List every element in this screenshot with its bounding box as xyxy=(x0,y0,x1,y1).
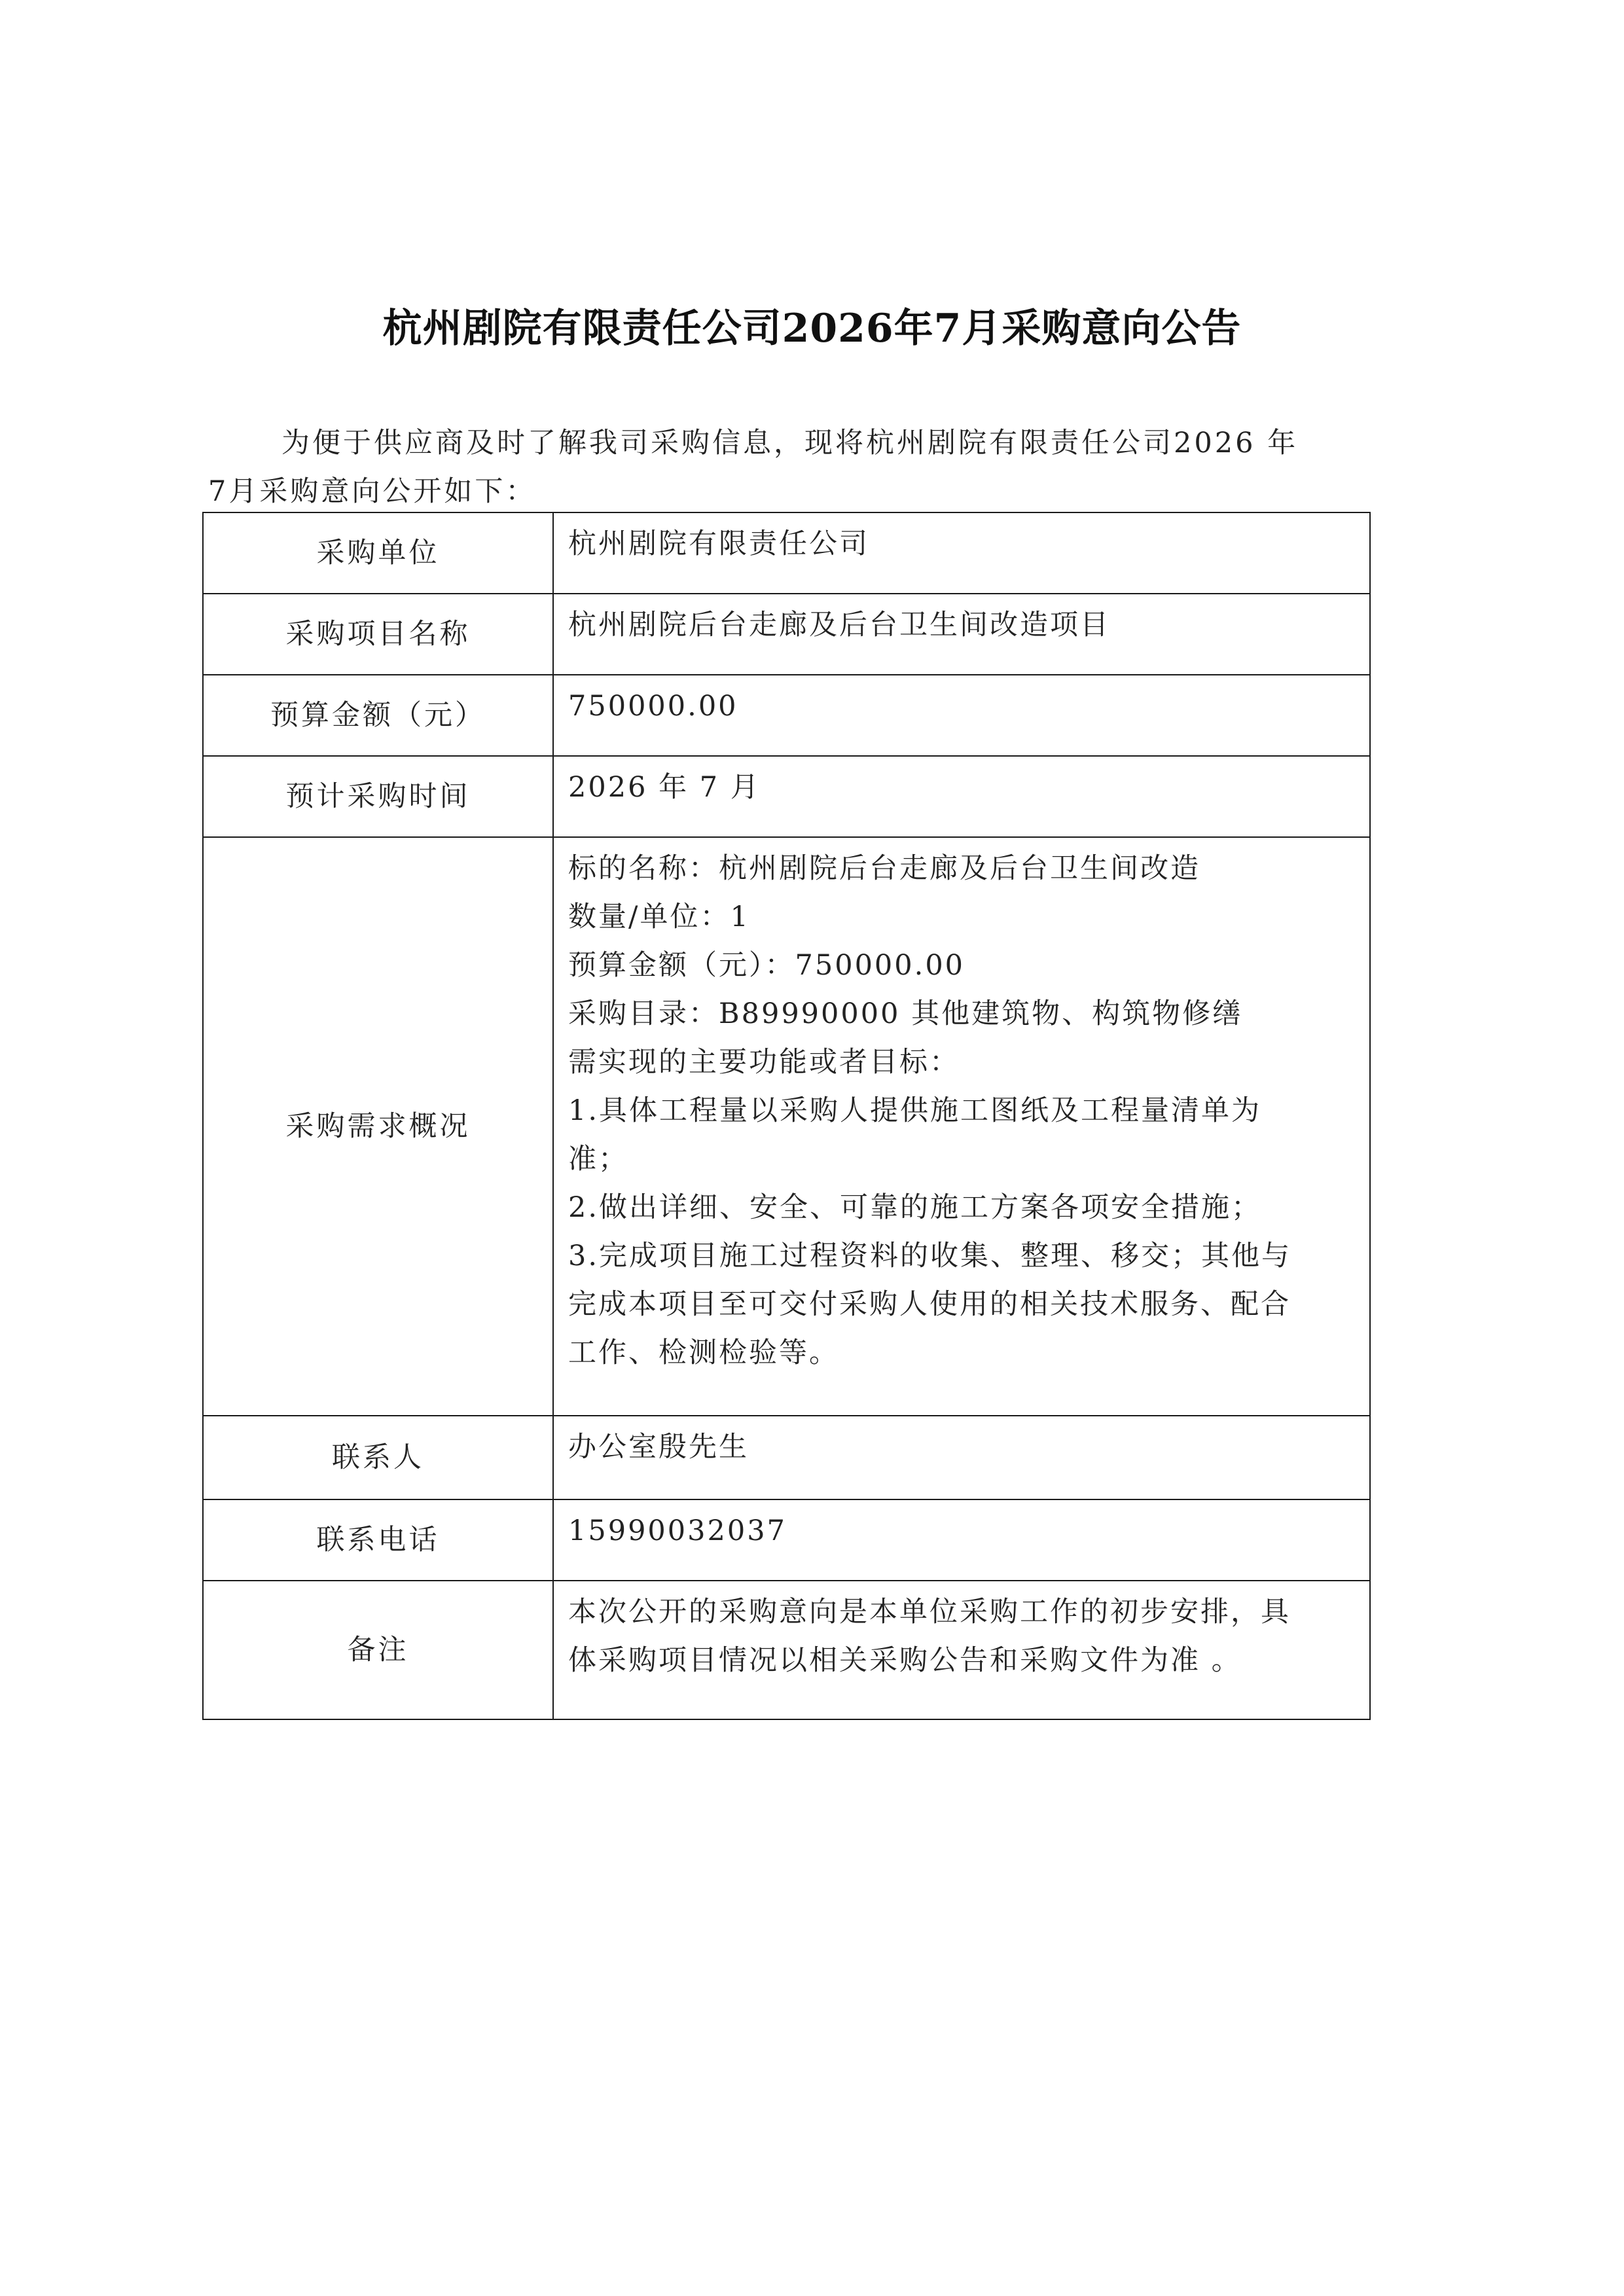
needs-line: 预算金额（元）：750000.00 xyxy=(568,949,965,982)
needs-line: 需实现的主要功能或者目标： xyxy=(568,1046,960,1079)
needs-line: 准； xyxy=(568,1143,628,1175)
needs-line: 标的名称：杭州剧院后台走廊及后台卫生间改造 xyxy=(568,852,1200,885)
time-label: 预计采购时间 xyxy=(203,756,553,837)
project-label: 采购项目名称 xyxy=(203,594,553,675)
remark-line-2: 体采购项目情况以相关采购公告和采购文件为准 。 xyxy=(568,1644,1242,1677)
needs-line: 3.完成项目施工过程资料的收集、整理、移交；其他与 xyxy=(568,1240,1292,1272)
remark-line-1: 本次公开的采购意向是本单位采购工作的初步安排，具 xyxy=(568,1596,1291,1628)
remark-value xyxy=(553,1581,1370,1719)
table-row-budget xyxy=(203,675,1370,756)
remark-label: 备注 xyxy=(203,1581,553,1719)
phone-label: 联系电话 xyxy=(203,1499,553,1581)
budget-label: 预算金额（元） xyxy=(203,675,553,756)
table-row-needs xyxy=(203,837,1370,1416)
contact-value: 办公室殷先生 xyxy=(553,1416,1370,1499)
needs-line: 工作、检测检验等。 xyxy=(568,1336,839,1369)
table-row-phone xyxy=(203,1499,1370,1581)
purchaser-label: 采购单位 xyxy=(203,512,553,594)
intro-paragraph xyxy=(208,419,1373,516)
time-value: 2026 年 7 月 xyxy=(553,756,1370,837)
table-row-remark xyxy=(203,1581,1370,1719)
intro-line-1: 为便于供应商及时了解我司采购信息，现将杭州剧院有限责任公司2026 年 xyxy=(281,427,1299,459)
needs-line: 采购目录：B89990000 其他建筑物、构筑物修缮 xyxy=(568,997,1243,1030)
procurement-info-table xyxy=(202,512,1371,1720)
table-row-purchaser xyxy=(203,512,1370,594)
needs-line: 数量/单位：1 xyxy=(568,901,750,933)
intro-line-2: 7月采购意向公开如下： xyxy=(208,475,537,508)
page-title: 杭州剧院有限责任公司2026年7月采购意向公告 xyxy=(382,306,1242,351)
needs-line: 2.做出详细、安全、可靠的施工方案各项安全措施； xyxy=(568,1191,1262,1224)
purchaser-value: 杭州剧院有限责任公司 xyxy=(553,512,1370,594)
contact-label: 联系人 xyxy=(203,1416,553,1499)
needs-value xyxy=(553,837,1370,1416)
needs-label: 采购需求概况 xyxy=(203,837,553,1416)
table-row-contact xyxy=(203,1416,1370,1499)
table-row-time xyxy=(203,756,1370,837)
phone-value: 15990032037 xyxy=(553,1499,1370,1581)
budget-value: 750000.00 xyxy=(553,675,1370,756)
table-row-project xyxy=(203,594,1370,675)
project-value: 杭州剧院后台走廊及后台卫生间改造项目 xyxy=(553,594,1370,675)
needs-line: 完成本项目至可交付采购人使用的相关技术服务、配合 xyxy=(568,1288,1291,1321)
needs-line: 1.具体工程量以采购人提供施工图纸及工程量清单为 xyxy=(568,1094,1262,1127)
